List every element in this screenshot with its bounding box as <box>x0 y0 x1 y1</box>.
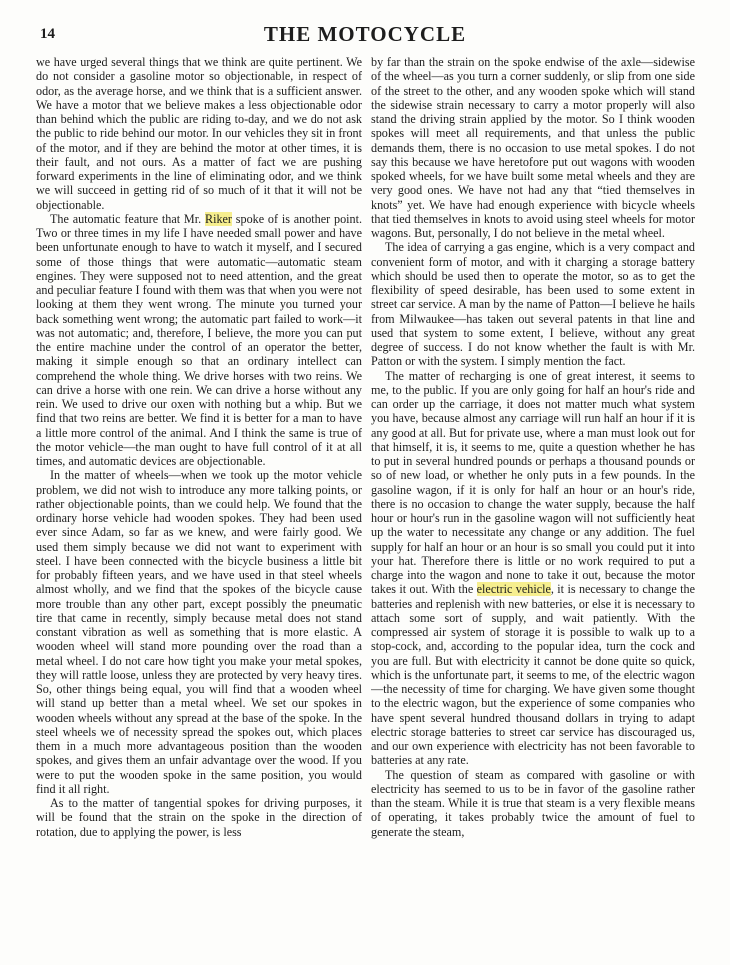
paragraph: we have urged several things that we think are quite pertinent. We do not consider a gasoline motor so objectionable, in respect of odor, as the average horse, and we think that is a sufficient answer. We have a motor that we believe makes a less objectionable odor than behind which the public are riding to-day, and we do not ask the public to ride behind our motor. In our vehicles they sit in front of the motor, and if they are behind the motor at other times, it is their fault, and not ours. As a matter of fact we are pushing forward experiments in the line of eliminating odor, and we think we will succeed in getting rid of so much of it that it will not be objectionable. <box>36 55 362 212</box>
paragraph-text: The automatic feature that Mr. <box>50 211 205 226</box>
paragraph: The idea of carrying a gas engine, which is a very compact and convenient form of motor, and with it charging a storage battery which should be used then to operate the motor, so as to get the flexibility of speed desirable, has been used to some extent in street car service. A man by the name of Patton—I believe he hails from Milwaukee—has taken out several patents in that line and used that system to some extent, I believe, without any great degree of success. I do not know whether the fault is with Mr. Patton or with the system. I simply mention the fact. <box>371 240 695 369</box>
paragraph-text: spoke of is another point. Two or three times in my life I have needed small power and have been unfortunate enough to have to watch it myself, and I secured some of those things that were automatic—automatic steam engines. They were supposed not to need attention, and the great and peculiar feature I found with them was that when you were not looking at them they went wrong. The minute you turned your back something went wrong; the automatic part failed to work—it was not automatic; and, therefore, I believe, the more you can put the entire machine under the control of an operator the better, making it simple enough so that an ordinary intellect can comprehend the whole thing. We drive horses with two reins. We can drive a horse with one rein. We can drive a horse without any rein. We used to drive our oxen with nothing but a whip. But we find that two reins are better. We find it is better for a man to have a little more control of the animal. And I think the same is true of the motor vehicle—the man ought to have full control of it at all times, and automatic devices are objectionable. <box>36 211 362 468</box>
highlighted-term-riker: Riker <box>204 211 232 226</box>
paragraph: The question of steam as compared with gasoline or with electricity has seemed to us to be in favor of the gasoline rather than the steam. While it is true that steam is a very flexible means of operating, it takes probably twice the amount of fuel to generate the steam, <box>371 767 695 839</box>
paragraph: by far than the strain on the spoke endwise of the axle—sidewise of the wheel—as you turn a corner suddenly, or slip from one side of the street to the other, and any wooden spoke which will stand the sidewise strain necessary to carry a motor properly will also stand the driving strain applied by the motor. So I think wooden spokes will meet all requirements, and that unless the public demands them, there is no occasion to use metal spokes. I do not say this because we have heretofore put out wagons with wooden spoked wheels, for we have built some metal wheels and they are very good ones. We have not had any that “tied themselves in knots” yet. We have had enough experience with bicycle wheels that tied themselves in knots to avoid using steel wheels for motor wagons. But, personally, I do not believe in the metal wheel. <box>371 55 695 240</box>
running-title: THE MOTOCYCLE <box>263 22 467 46</box>
highlighted-term-electric-vehicle: electric vehicle <box>476 582 551 597</box>
left-column <box>36 55 362 957</box>
paragraph: As to the matter of tangential spokes for driving purposes, it will be found that the strain on the spoke in the direction of rotation, due to applying the power, is less <box>36 796 362 839</box>
paragraph: In the matter of wheels—when we took up the motor vehicle problem, we did not wish to introduce any more talking points, or rather objectionable points, than we could help. We found that the ordinary horse vehicle had wooden spokes. They had been used ever since Adam, so far as we knew, and were fairly good. We used them simply because we did not want to experiment with steel. I have been connected with the bicycle business a little bit for probably fifteen years, and we have used in that steel wheels almost wholly, and we find that the spokes of the bicycle cause more trouble than any other part, except possibly the pneumatic tire that came in recently, simply because metal does not stand constant vibration as well as something that is more elastic. A wooden wheel will stand more pounding over the road than a metal wheel. I do not care how tight you make your metal spokes, they will rattle loose, unless they are protected by very heavy tires. So, other things being equal, you will find that a wooden wheel will stand up better than a metal wheel. We set our spokes in wooden wheels without any spread at the base of the spoke. In the steel wheels we of necessity spread the spokes out, which places them in a much more advantageous position than the wooden spokes, and gives them an unfair advantage over the wood. If you were to put the wooden spoke in the same position, you would find it all right. <box>36 468 362 796</box>
paragraph-riker <box>36 212 362 469</box>
paragraph-text: , it is necessary to change the batteries and replenish with new batteries, or else it is necessary to attach some sort of supply, and wait patiently. With the compressed air system of storage it is possible to walk up to a stop-cock, and, according to the popular idea, turn the cock and you are full. But with electricity it cannot be done quite so quick, which is the unfortunate part, it seems to me, of the electric wagon—the necessity of time for charging. We have given some thought to the electric wagon, but the experience of some companies who have spent several hundred thousand dollars in trying to adapt electric storage batteries to street car service has discouraged us, and our own experience with electricity has not been favorable to batteries at any rate. <box>371 582 695 768</box>
paragraph-recharging <box>371 369 695 768</box>
page-number: 14 <box>40 26 55 42</box>
paragraph-text: The matter of recharging is one of great interest, it seems to me, to the public. If you are only going for half an hour's ride and can order up the carriage, it does not matter much what system you have, because almost any carriage will run half an hour if it is any good at all. But for private use, where a man must look out for that himself, it is, it seems to me, quite a question whether he has to put in several hundred pounds or perhaps a thousand pounds or so of new load, or whether he only puts in a few pounds. In the gasoline wagon, if it is only for half an hour or an hour's ride, there is no occasion to change the water supply, because the half hour or hour's run in the gasoline wagon will not sufficiently heat up the water to necessitate any change or any addition. The fuel supply for half an hour or an hour is so small you could put it into your hat. Therefore there is little or no work required to put a charge into the wagon and none to take it out, because the motor takes it out. With the <box>371 368 695 597</box>
right-column <box>371 55 695 957</box>
page-header <box>0 22 730 50</box>
